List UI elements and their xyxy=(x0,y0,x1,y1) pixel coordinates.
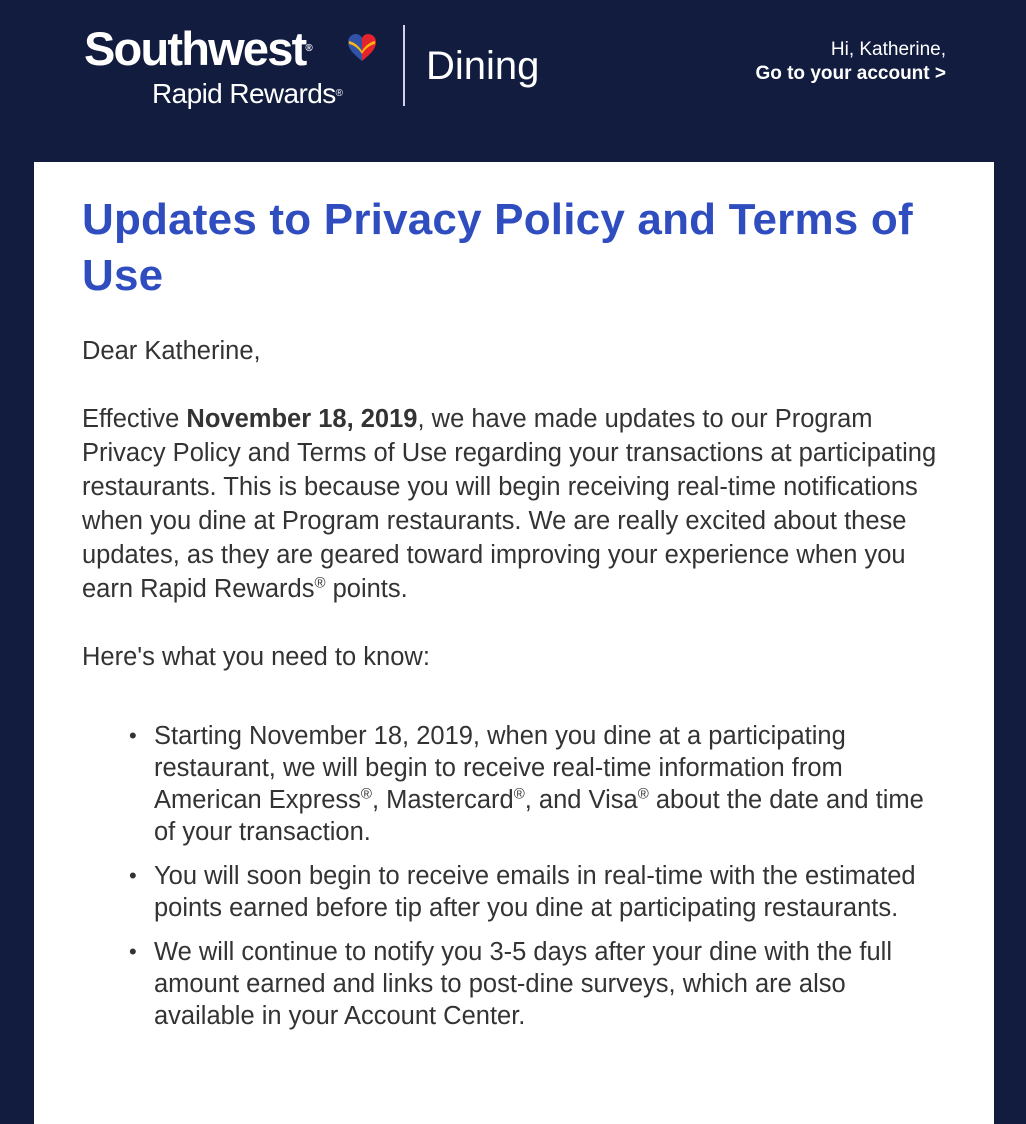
salutation: Dear Katherine, xyxy=(82,337,261,365)
effective-date: November 18, 2019 xyxy=(186,405,418,433)
list-item: • Starting November 18, 2019, when you dine at a participating restaurant, we will begin to receive real-time information from American Express®, Mastercard®, and Visa® about the date and time of your transaction. xyxy=(129,722,924,846)
account-greeting: Hi, Katherine, xyxy=(830,39,946,60)
list-item: • You will soon begin to receive emails in real-time with the estimated points earned before tip after you dine at participating restaurants. xyxy=(129,862,916,922)
bullet-icon: • xyxy=(129,723,137,748)
email-header xyxy=(0,0,1026,162)
bullet-icon: • xyxy=(129,939,137,964)
heart-icon xyxy=(346,32,378,64)
list-item: • We will continue to notify you 3-5 days after your dine with the full amount earned and links to post-dine surveys, which are also available in your Account Center. xyxy=(129,938,892,1030)
email-content xyxy=(82,192,952,1044)
section-name: Dining xyxy=(426,44,540,88)
southwest-rapid-rewards-logo[interactable] xyxy=(84,22,554,112)
bullet-icon: • xyxy=(129,863,137,888)
account-area xyxy=(755,38,946,86)
email-title: Updates to Privacy Policy and Terms of Use xyxy=(82,195,913,300)
email-body-card xyxy=(34,162,994,1124)
brand-name: Southwest® xyxy=(84,22,313,75)
logo-divider xyxy=(403,25,405,106)
intro-paragraph: Effective November 18, 2019, we have made updates to our Program Privacy Policy and Terms of Use regarding your transactions at participating restaurants. This is because you will begin receiving real-time notifications when you dine at Program restaurants. We are really excited about these updates, as they are geared toward improving your experience when you earn Rapid Rewards® points. xyxy=(82,405,937,603)
updates-list xyxy=(82,720,952,1032)
brand-subtitle: Rapid Rewards® xyxy=(152,78,343,109)
need-to-know-heading: Here's what you need to know: xyxy=(82,643,430,671)
account-link[interactable]: Go to your account > xyxy=(755,63,946,84)
